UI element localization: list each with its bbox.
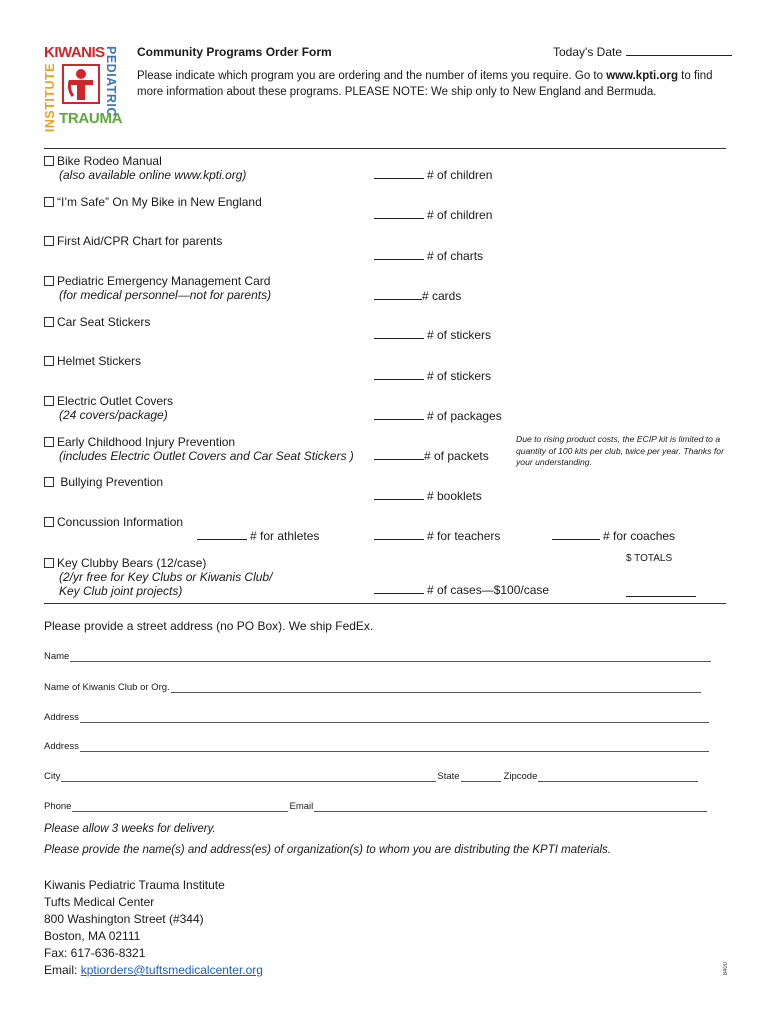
qty-concussion-coaches[interactable]: # for coaches <box>552 529 675 543</box>
contact-fax: Fax: 617-636-8321 <box>44 946 146 960</box>
checkbox-bike-rodeo[interactable] <box>44 156 54 166</box>
todays-date-field[interactable] <box>553 45 732 59</box>
qty-helmet-stickers[interactable]: # of stickers <box>374 369 491 383</box>
item-early-childhood: Early Childhood Injury Prevention (includes Electric Outlet Covers and Car Seat Stickers ) <box>44 435 354 463</box>
city-label: City <box>44 771 61 782</box>
qty-concussion-teachers[interactable]: # for teachers <box>374 529 500 543</box>
item-key-clubby-bears: Key Clubby Bears (12/case) (2/yr free for Key Clubs or Kiwanis Club/ Key Club joint projects) <box>44 556 272 598</box>
qty-early-childhood[interactable]: # of packets <box>374 449 489 463</box>
logo-emblem-icon <box>62 64 100 104</box>
qty-key-clubby-bears[interactable]: # of cases—$100/case <box>374 583 549 597</box>
qty-pem-card[interactable]: # cards <box>374 289 461 303</box>
shipping-note: Please provide a street address (no PO Box). We ship FedEx. <box>44 619 374 633</box>
address-line1-field[interactable]: Address <box>44 712 710 723</box>
club-name-field[interactable]: Name of Kiwanis Club or Org. <box>44 682 702 693</box>
todays-date-blank[interactable] <box>626 45 732 56</box>
zip-label: Zipcode <box>503 771 538 782</box>
kpti-website-link[interactable]: www.kpti.org <box>606 70 678 82</box>
item-pem-card: Pediatric Emergency Management Card (for medical personnel—not for parents) <box>44 274 271 302</box>
qty-outlet-covers[interactable]: # of packages <box>374 409 502 423</box>
totals-label: $ TOTALS <box>626 553 673 564</box>
checkbox-key-clubby-bears[interactable] <box>44 558 54 568</box>
contact-street: 800 Washington Street (#344) <box>44 912 204 926</box>
contact-block <box>44 877 263 979</box>
city-input[interactable] <box>61 773 436 782</box>
logo-pediatric-text: PEDIATRIC <box>104 46 118 117</box>
totals-blank[interactable] <box>626 596 696 597</box>
distribution-note: Please provide the name(s) and address(es) of organization(s) to whom you are distributing the KPTI materials. <box>44 844 611 856</box>
checkbox-helmet-stickers[interactable] <box>44 356 54 366</box>
checkbox-pem-card[interactable] <box>44 276 54 286</box>
item-car-seat-stickers: Car Seat Stickers <box>44 315 150 329</box>
todays-date-label: Today's Date <box>553 45 622 59</box>
city-state-zip-row <box>44 771 699 782</box>
form-code: 8400 <box>723 962 729 976</box>
divider-bottom <box>44 603 726 604</box>
divider-top <box>44 148 726 149</box>
state-label: State <box>437 771 460 782</box>
item-bike-rodeo: Bike Rodeo Manual (also available online www.kpti.org) <box>44 154 246 182</box>
intro-text: Please indicate which program you are ordering and the number of items you require. Go to www.kpti.org to find more information about these programs. PLEASE NOTE: We ship only to New England and Bermuda. <box>137 70 713 98</box>
phone-input[interactable] <box>72 803 288 812</box>
qty-bullying[interactable]: # booklets <box>374 489 482 503</box>
contact-email-link[interactable]: kptiorders@tuftsmedicalcenter.org <box>80 963 263 977</box>
zip-input[interactable] <box>538 773 698 782</box>
qty-concussion-athletes[interactable]: # for athletes <box>197 529 319 543</box>
name-field[interactable]: Name <box>44 651 712 662</box>
phone-email-row <box>44 801 708 812</box>
ecip-limit-note: Due to rising product costs, the ECIP kit is limited to a quantity of 100 kits per club, twice per year. Thanks for your understanding. <box>516 434 724 467</box>
item-im-safe: “I’m Safe” On My Bike in New England <box>44 195 262 209</box>
contact-center: Tufts Medical Center <box>44 895 155 909</box>
checkbox-bullying[interactable] <box>44 477 54 487</box>
page-title: Community Programs Order Form <box>137 45 332 59</box>
item-outlet-covers: Electric Outlet Covers (24 covers/package) <box>44 394 173 422</box>
logo-institute-text: INSTITUTE <box>43 63 57 133</box>
checkbox-outlet-covers[interactable] <box>44 396 54 406</box>
qty-im-safe[interactable]: # of children <box>374 208 492 222</box>
item-helmet-stickers: Helmet Stickers <box>44 354 141 368</box>
checkbox-car-seat-stickers[interactable] <box>44 317 54 327</box>
item-first-aid-chart: First Aid/CPR Chart for parents <box>44 234 222 248</box>
contact-email-label: Email: <box>44 963 81 977</box>
qty-car-seat-stickers[interactable]: # of stickers <box>374 328 491 342</box>
email-label: Email <box>289 801 314 812</box>
checkbox-early-childhood[interactable] <box>44 437 54 447</box>
logo-trauma-text: TRAUMA <box>59 110 123 127</box>
contact-city: Boston, MA 02111 <box>44 929 141 943</box>
item-bullying: Bullying Prevention <box>44 475 163 489</box>
checkbox-concussion[interactable] <box>44 517 54 527</box>
address-line2-field[interactable]: Address <box>44 741 710 752</box>
email-input[interactable] <box>314 803 707 812</box>
state-input[interactable] <box>461 773 501 782</box>
contact-org: Kiwanis Pediatric Trauma Institute <box>44 878 225 892</box>
checkbox-first-aid-chart[interactable] <box>44 236 54 246</box>
checkbox-im-safe[interactable] <box>44 197 54 207</box>
qty-bike-rodeo[interactable]: # of children <box>374 168 492 182</box>
phone-label: Phone <box>44 801 72 812</box>
kpti-logo <box>43 44 123 133</box>
qty-first-aid-chart[interactable]: # of charts <box>374 249 483 263</box>
logo-kiwanis-text: KIWANIS <box>44 44 105 61</box>
delivery-note: Please allow 3 weeks for delivery. <box>44 823 216 835</box>
item-concussion: Concussion Information <box>44 515 183 529</box>
